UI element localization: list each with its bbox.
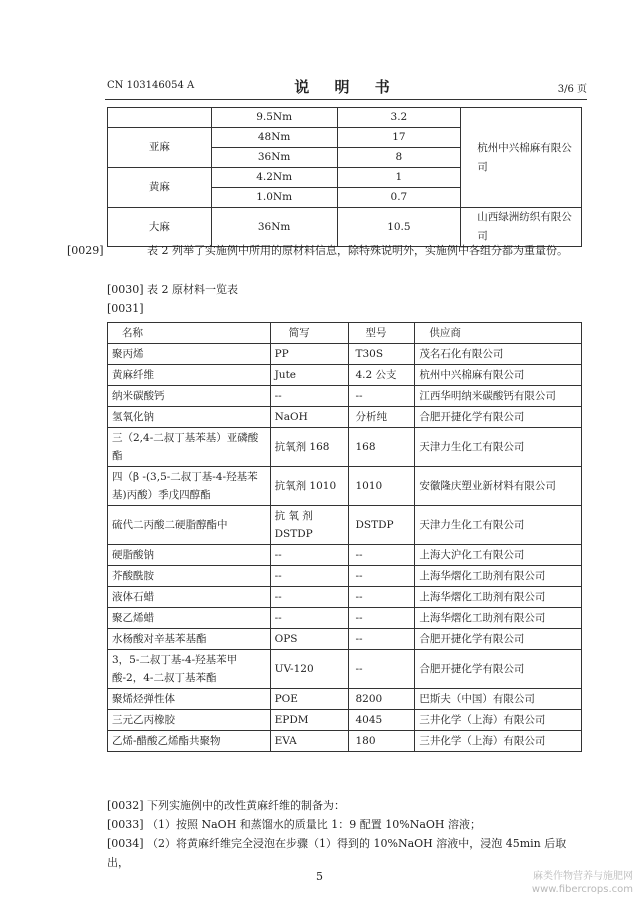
torque-cell: 48Nm (211, 128, 337, 148)
name-cell: 纳米碳酸钙 (108, 386, 271, 407)
value-cell: 8 (337, 148, 461, 168)
material-cell: 亚麻 (108, 128, 212, 168)
torque-cell: 4.2Nm (211, 168, 337, 188)
name-cell: 聚乙烯蜡 (108, 608, 271, 629)
table-row (108, 344, 582, 365)
torque-cell: 36Nm (211, 148, 337, 168)
page-header (107, 78, 587, 98)
abbr-cell: NaOH (270, 407, 349, 428)
torque-cell: 1.0Nm (211, 188, 337, 208)
table-row (108, 566, 582, 587)
model-cell: 8200 (349, 689, 415, 710)
value-cell: 0.7 (337, 188, 461, 208)
supplier-cell: 三井化学（上海）有限公司 (415, 731, 582, 752)
paragraph-0032 (107, 796, 585, 815)
model-cell: -- (349, 608, 415, 629)
abbr-cell: EVA (270, 731, 349, 752)
supplier-cell: 天津力生化工有限公司 (415, 428, 582, 467)
fiber-strength-table (107, 107, 582, 247)
paragraph-text: 下列实施例中的改性黄麻纤维的制备为： (147, 799, 345, 812)
paragraph-number: [0030] (107, 283, 144, 296)
paragraph-number: [0033] (107, 818, 144, 831)
column-header: 简写 (270, 323, 349, 344)
table-row (108, 467, 582, 506)
supplier-cell: 合肥开捷化学有限公司 (415, 629, 582, 650)
name-cell: 氢氧化钠 (108, 407, 271, 428)
supplier-cell: 上海华熠化工助剂有限公司 (415, 608, 582, 629)
abbr-cell: Jute (270, 365, 349, 386)
table-caption: 表 2 原材料一览表 (147, 283, 238, 296)
supplier-cell: 天津力生化工有限公司 (415, 506, 582, 545)
material-cell: 大麻 (108, 208, 212, 247)
name-cell: 水杨酸对辛基苯基酯 (108, 629, 271, 650)
table-row (108, 386, 582, 407)
table-row (108, 689, 582, 710)
name-cell: 三元乙丙橡胶 (108, 710, 271, 731)
abbr-cell: 抗氧剂 168 (270, 428, 349, 467)
abbr-cell: 抗氧剂 1010 (270, 467, 349, 506)
abbr-cell: EPDM (270, 710, 349, 731)
model-cell: 分析纯 (349, 407, 415, 428)
page-title: 说 明 书 (294, 78, 400, 96)
table-row (108, 608, 582, 629)
abbr-cell: -- (270, 566, 349, 587)
name-cell: 黄麻纤维 (108, 365, 271, 386)
paragraph-number: [0032] (107, 799, 144, 812)
column-header: 名称 (108, 323, 271, 344)
abbr-cell: 抗 氧 剂 DSTDP (270, 506, 349, 545)
supplier-cell: 上海大沪化工有限公司 (415, 545, 582, 566)
paragraph-text: （1）按照 NaOH 和蒸馏水的质量比 1：9 配置 10%NaOH 溶液； (147, 818, 482, 831)
header-rule (105, 99, 587, 100)
table-row (108, 407, 582, 428)
abbr-cell: PP (270, 344, 349, 365)
name-cell: 聚丙烯 (108, 344, 271, 365)
name-cell: 三（2,4-二叔丁基苯基）亚磷酸酯 (108, 428, 271, 467)
torque-cell: 9.5Nm (211, 108, 337, 128)
model-cell: -- (349, 386, 415, 407)
name-cell: 聚烯烃弹性体 (108, 689, 271, 710)
supplier-cell: 茂名石化有限公司 (415, 344, 582, 365)
supplier-cell: 合肥开捷化学有限公司 (415, 407, 582, 428)
doc-number: CN 103146054 A (107, 80, 195, 91)
page-number: 5 (316, 870, 323, 883)
table-row (108, 710, 582, 731)
value-cell: 1 (337, 168, 461, 188)
name-cell: 四（β -(3,5-二叔丁基-4-羟基苯基)丙酸）季戊四醇酯 (108, 467, 271, 506)
raw-materials-table (107, 322, 582, 752)
table-row (108, 545, 582, 566)
table-row (108, 650, 582, 689)
name-cell: 硬脂酸钠 (108, 545, 271, 566)
column-header: 型号 (349, 323, 415, 344)
model-cell: DSTDP (349, 506, 415, 545)
name-cell: 乙烯-醋酸乙烯酯共聚物 (108, 731, 271, 752)
model-cell: 4.2 公支 (349, 365, 415, 386)
paragraph-0029 (67, 241, 625, 260)
torque-cell: 36Nm (211, 208, 337, 247)
supplier-cell: 江西华明纳米碳酸钙有限公司 (415, 386, 582, 407)
watermark-line: www.fibercrops.com (531, 884, 633, 895)
model-cell: -- (349, 587, 415, 608)
model-cell: -- (349, 566, 415, 587)
name-cell: 液体石蜡 (108, 587, 271, 608)
paragraph-number: [0029] (67, 244, 104, 257)
model-cell: -- (349, 650, 415, 689)
page-indicator: 3/6 页 (557, 84, 587, 95)
model-cell: -- (349, 545, 415, 566)
abbr-cell: -- (270, 386, 349, 407)
name-cell: 芥酸酰胺 (108, 566, 271, 587)
supplier-cell: 三井化学（上海）有限公司 (415, 710, 582, 731)
material-cell: 黄麻 (108, 168, 212, 208)
paragraph-0034 (107, 834, 585, 872)
paragraph-0030 (107, 280, 585, 299)
paragraph-number: [0034] (107, 837, 144, 850)
abbr-cell: POE (270, 689, 349, 710)
material-cell (108, 108, 212, 128)
supplier-cell: 巴斯夫（中国）有限公司 (415, 689, 582, 710)
table-row (108, 587, 582, 608)
supplier-cell: 杭州中兴棉麻有限公司 (461, 108, 582, 208)
table-row (108, 629, 582, 650)
watermark-line: 麻类作物营养与施肥网 (533, 871, 633, 882)
watermark (532, 870, 633, 896)
supplier-cell: 杭州中兴棉麻有限公司 (415, 365, 582, 386)
table-row (108, 506, 582, 545)
model-cell: -- (349, 629, 415, 650)
table-row (108, 365, 582, 386)
paragraph-0031 (107, 299, 585, 318)
value-cell: 3.2 (337, 108, 461, 128)
supplier-cell: 山西绿洲纺织有限公司 (461, 208, 582, 247)
abbr-cell: -- (270, 545, 349, 566)
paragraph-0033 (107, 815, 585, 834)
paragraph-text: （2）将黄麻纤维完全浸泡在步骤（1）得到的 10%NaOH 溶液中，浸泡 45min 后取出， (107, 837, 567, 869)
paragraph-number: [0031] (107, 302, 144, 315)
abbr-cell: UV-120 (270, 650, 349, 689)
model-cell: T30S (349, 344, 415, 365)
abbr-cell: -- (270, 587, 349, 608)
paragraph-text: 表 2 列举了实施例中所用的原材料信息，除特殊说明外，实施例中各组分都为重量份。 (147, 244, 568, 257)
table-row (108, 731, 582, 752)
abbr-cell: OPS (270, 629, 349, 650)
model-cell: 168 (349, 428, 415, 467)
supplier-cell: 上海华熠化工助剂有限公司 (415, 566, 582, 587)
supplier-cell: 上海华熠化工助剂有限公司 (415, 587, 582, 608)
value-cell: 17 (337, 128, 461, 148)
column-header: 供应商 (415, 323, 582, 344)
name-cell: 硫代二丙酸二硬脂醇酯中 (108, 506, 271, 545)
supplier-cell: 合肥开捷化学有限公司 (415, 650, 582, 689)
abbr-cell: -- (270, 608, 349, 629)
model-cell: 1010 (349, 467, 415, 506)
model-cell: 4045 (349, 710, 415, 731)
table-row (108, 108, 582, 128)
supplier-cell: 安徽隆庆塑业新材料有限公司 (415, 467, 582, 506)
value-cell: 10.5 (337, 208, 461, 247)
model-cell: 180 (349, 731, 415, 752)
name-cell: 3，5-二叔丁基-4-羟基苯甲酸-2，4-二叔丁基苯酯 (108, 650, 271, 689)
table-row (108, 428, 582, 467)
